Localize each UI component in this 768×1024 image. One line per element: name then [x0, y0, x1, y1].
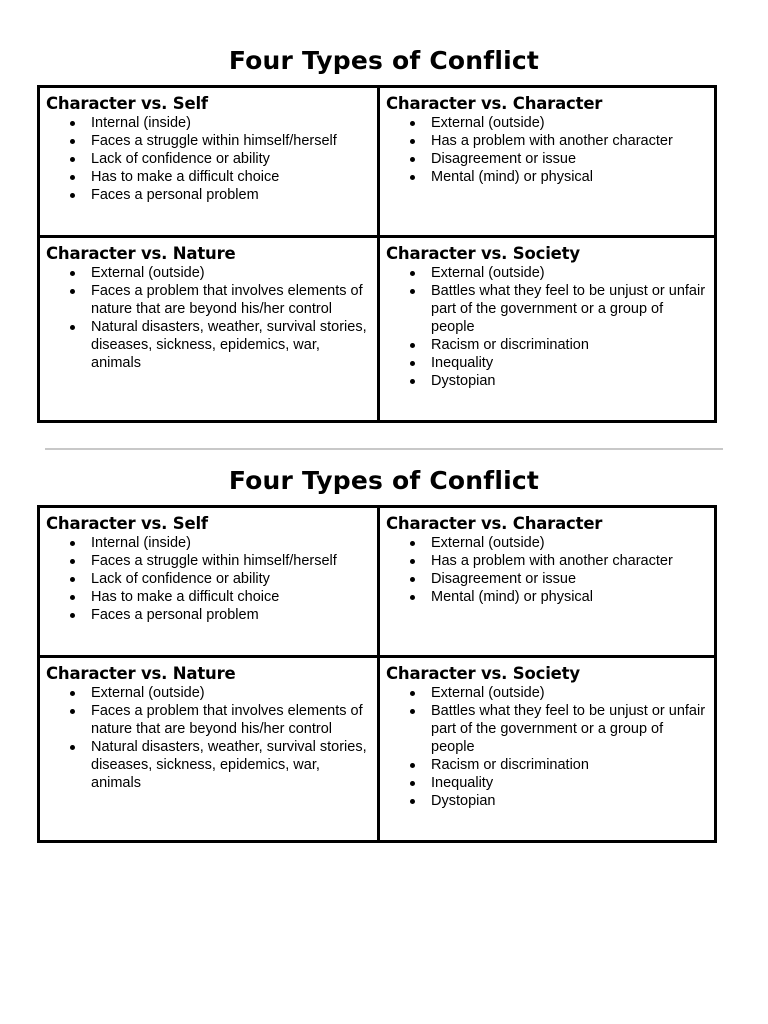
cell-heading: Character vs. Society: [386, 244, 580, 263]
list-item: Lack of confidence or ability: [91, 150, 371, 168]
cell-heading: Character vs. Society: [386, 664, 580, 683]
list-item: Internal (inside): [91, 534, 371, 552]
list-item: Battles what they feel to be unjust or unfair part of the government or a group of people: [431, 702, 708, 756]
list-item: Has to make a difficult choice: [91, 168, 371, 186]
list-item: Faces a personal problem: [91, 606, 371, 624]
list-item: Natural disasters, weather, survival stories, diseases, sickness, epidemics, war, animals: [91, 318, 371, 372]
bullet-list: [46, 534, 371, 624]
list-item: Dystopian: [431, 372, 708, 390]
list-item: Faces a struggle within himself/herself: [91, 132, 371, 150]
list-item: External (outside): [431, 684, 708, 702]
list-item: Faces a struggle within himself/herself: [91, 552, 371, 570]
list-item: External (outside): [91, 264, 371, 282]
list-item: Has to make a difficult choice: [91, 588, 371, 606]
bullet-list: [386, 264, 708, 390]
list-item: Faces a problem that involves elements of nature that are beyond his/her control: [91, 702, 371, 738]
chart-title: Four Types of Conflict: [228, 46, 540, 75]
chart-title: Four Types of Conflict: [228, 466, 540, 495]
list-item: Inequality: [431, 774, 708, 792]
bullet-list: [386, 684, 708, 810]
bullet-list: [46, 684, 371, 792]
list-item: Battles what they feel to be unjust or unfair part of the government or a group of people: [431, 282, 708, 336]
list-item: External (outside): [91, 684, 371, 702]
conflict-cell-nature: [40, 658, 380, 840]
list-item: External (outside): [431, 264, 708, 282]
bullet-list: [46, 114, 371, 204]
list-item: Has a problem with another character: [431, 552, 708, 570]
cell-heading: Character vs. Nature: [46, 244, 236, 263]
list-item: External (outside): [431, 534, 708, 552]
list-item: Faces a problem that involves elements of nature that are beyond his/her control: [91, 282, 371, 318]
conflict-cell-society: [380, 658, 714, 840]
conflict-grid: [37, 85, 717, 423]
conflict-grid: [37, 505, 717, 843]
conflict-cell-character: [380, 88, 714, 238]
list-item: Racism or discrimination: [431, 756, 708, 774]
cell-heading: Character vs. Self: [46, 514, 208, 533]
list-item: Disagreement or issue: [431, 150, 708, 168]
list-item: External (outside): [431, 114, 708, 132]
list-item: Disagreement or issue: [431, 570, 708, 588]
bullet-list: [386, 114, 708, 186]
list-item: Faces a personal problem: [91, 186, 371, 204]
cell-heading: Character vs. Character: [386, 94, 603, 113]
list-item: Lack of confidence or ability: [91, 570, 371, 588]
list-item: Mental (mind) or physical: [431, 588, 708, 606]
cell-heading: Character vs. Nature: [46, 664, 236, 683]
conflict-cell-self: [40, 88, 380, 238]
list-item: Has a problem with another character: [431, 132, 708, 150]
list-item: Natural disasters, weather, survival stories, diseases, sickness, epidemics, war, animals: [91, 738, 371, 792]
list-item: Inequality: [431, 354, 708, 372]
cell-heading: Character vs. Character: [386, 514, 603, 533]
list-item: Internal (inside): [91, 114, 371, 132]
conflict-cell-character: [380, 508, 714, 658]
bullet-list: [46, 264, 371, 372]
divider-line: [45, 448, 723, 450]
list-item: Dystopian: [431, 792, 708, 810]
bullet-list: [386, 534, 708, 606]
conflict-cell-nature: [40, 238, 380, 420]
conflict-cell-self: [40, 508, 380, 658]
list-item: Racism or discrimination: [431, 336, 708, 354]
list-item: Mental (mind) or physical: [431, 168, 708, 186]
cell-heading: Character vs. Self: [46, 94, 208, 113]
conflict-cell-society: [380, 238, 714, 420]
